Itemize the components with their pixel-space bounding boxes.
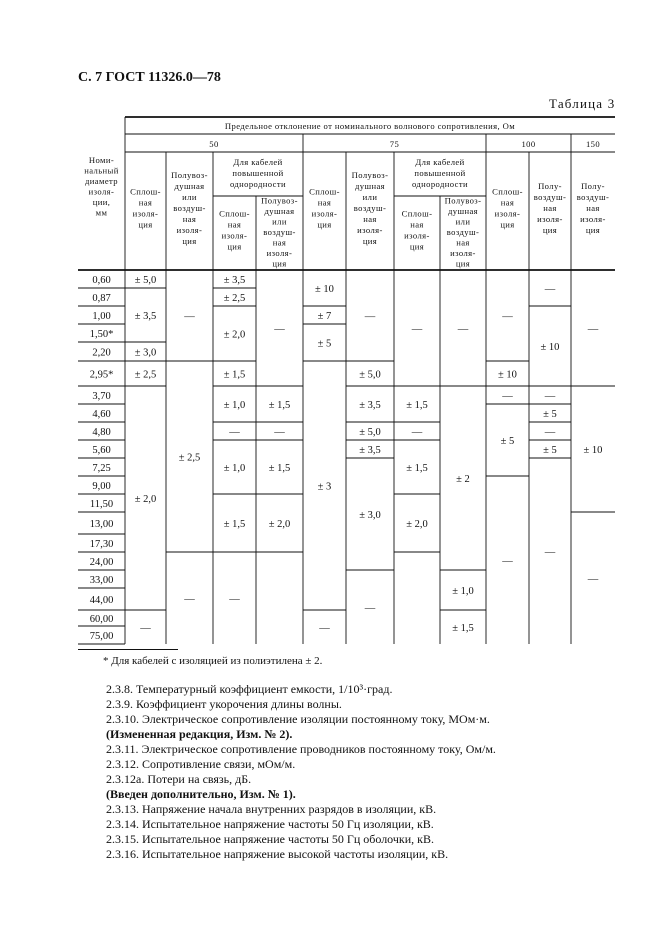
clause-line: 2.3.11. Электрическое сопротивление проводников постоянному току, Ом/м. bbox=[106, 742, 496, 756]
deviation-cell: — bbox=[184, 594, 195, 605]
sub-header-semiair: изоля- bbox=[450, 248, 476, 258]
deviation-cell: ± 1,5 bbox=[268, 463, 291, 474]
impedance-100: 100 bbox=[521, 139, 536, 149]
deviation-cell: ± 5 bbox=[543, 409, 557, 420]
deviation-cell: ± 2,0 bbox=[134, 494, 157, 505]
sub-header-uniform: повышенной bbox=[414, 168, 466, 178]
diameter-cell: 17,30 bbox=[89, 539, 114, 550]
deviation-cell: ± 3,5 bbox=[223, 275, 246, 286]
sub-header-uniform: однородности bbox=[229, 179, 287, 189]
sub-header-uniform: однородности bbox=[411, 179, 469, 189]
sub-header-semiair: душная bbox=[354, 181, 386, 191]
deviation-cell: — bbox=[184, 311, 195, 323]
sub-header-solid: изоля- bbox=[221, 230, 248, 241]
deviation-cell: ± 5,0 bbox=[134, 275, 157, 286]
sub-header-semiair: душная bbox=[264, 206, 295, 216]
sub-header-semiair: ция bbox=[272, 258, 287, 269]
deviation-cell: ± 1,5 bbox=[223, 519, 246, 530]
deviation-cell: — bbox=[502, 311, 513, 323]
deviation-cell: ± 1,5 bbox=[268, 400, 291, 411]
diameter-cell: 3,70 bbox=[92, 391, 111, 402]
deviation-cell: — bbox=[364, 603, 376, 614]
deviation-cell: ± 5 bbox=[317, 338, 332, 350]
sub-header-semiair: ция bbox=[455, 258, 471, 269]
diameter-cell: 5,60 bbox=[92, 445, 111, 456]
sub-header-semiair: или bbox=[272, 216, 287, 227]
footnote: * Для кабелей с изоляцией из полиэтилена ± 2. bbox=[103, 655, 323, 667]
diameter-cell: 13,00 bbox=[89, 519, 114, 530]
clause-line: 2.3.14. Испытательное напряжение частоты 50 Гц изоляции, кВ. bbox=[106, 817, 434, 831]
impedance-50: 50 bbox=[209, 139, 219, 149]
deviation-cell: ± 2,5 bbox=[134, 369, 157, 381]
deviation-cell: — bbox=[544, 391, 556, 402]
diameter-cell: 75,00 bbox=[89, 631, 114, 642]
deviation-cell: — bbox=[411, 324, 423, 335]
diameter-header: диаметр bbox=[85, 175, 118, 186]
amendment-note: (Введен дополнительно, Изм. № 1). bbox=[106, 787, 296, 801]
deviation-cell: — bbox=[319, 623, 330, 634]
deviation-cell: — bbox=[544, 427, 556, 438]
sub-header-semiair: воздуш- bbox=[353, 203, 387, 213]
diameter-header: мм bbox=[95, 207, 108, 218]
deviation-cell: ± 3,5 bbox=[359, 445, 381, 456]
sub-header-semiair: Полувоз- bbox=[444, 195, 482, 206]
sub-header-semiair: Полу- bbox=[538, 181, 562, 191]
sub-header-semiair: ная bbox=[543, 203, 557, 213]
deviation-cell: ± 10 bbox=[498, 369, 517, 381]
deviation-cell: — bbox=[411, 427, 423, 438]
deviation-cell: ± 1,5 bbox=[223, 369, 246, 381]
deviation-cell: ± 3,5 bbox=[134, 311, 157, 322]
sub-header-solid: изоля- bbox=[404, 230, 430, 241]
sub-header-solid: изоля- bbox=[311, 208, 338, 219]
sub-header-semiair: ция bbox=[585, 225, 601, 235]
deviation-cell: — bbox=[229, 427, 240, 438]
deviation-cell: ± 2,0 bbox=[406, 519, 428, 530]
diameter-cell: 1,50* bbox=[89, 329, 114, 340]
sub-header-semiair: ная bbox=[363, 214, 377, 224]
deviation-cell: ± 1,5 bbox=[406, 400, 428, 411]
sub-header-solid: ная bbox=[410, 219, 424, 230]
sub-header-solid: Сплош- bbox=[219, 208, 250, 219]
deviation-cell: ± 1,0 bbox=[223, 400, 246, 411]
deviation-cell: ± 1,5 bbox=[452, 623, 474, 634]
deviation-cell: ± 10 bbox=[583, 445, 603, 456]
clause-line: 2.3.16. Испытательное напряжение высокой частоты изоляции, кВ. bbox=[106, 847, 449, 861]
sub-header-semiair: Полувоз- bbox=[351, 170, 389, 180]
diameter-cell: 2,95* bbox=[89, 369, 114, 381]
deviation-cell: — bbox=[502, 556, 513, 567]
footnote-rule bbox=[78, 649, 178, 650]
clause-line: 2.3.13. Напряжение начала внутренних разрядов в изоляции, кВ. bbox=[106, 802, 437, 816]
deviation-cell: — bbox=[364, 311, 376, 323]
deviation-cell: ± 1,5 bbox=[406, 463, 428, 474]
deviation-cell: — bbox=[502, 391, 513, 402]
sub-header-semiair: ная bbox=[586, 203, 600, 213]
sub-header-semiair: Полу- bbox=[581, 181, 605, 191]
sub-header-semiair: душная bbox=[174, 181, 205, 191]
deviation-cell: ± 5 bbox=[500, 436, 515, 447]
amendment-note: (Измененная редакция, Изм. № 2). bbox=[106, 727, 293, 741]
deviation-cell: ± 2,5 bbox=[178, 452, 201, 464]
sub-header-solid: ция bbox=[138, 219, 153, 230]
clause-line: 2.3.12a. Потери на связь, дБ. bbox=[106, 772, 252, 786]
deviation-cell: ± 10 bbox=[315, 284, 334, 295]
clause-line: 2.3.12. Сопротивление связи, мОм/м. bbox=[106, 757, 296, 771]
deviation-cell: — bbox=[229, 594, 240, 605]
sub-header-solid: ная bbox=[227, 219, 242, 230]
impedance-150: 150 bbox=[585, 139, 601, 149]
sub-header-semiair: ная bbox=[272, 237, 287, 248]
deviation-cell: — bbox=[274, 427, 285, 438]
deviation-cell: ± 2,0 bbox=[223, 329, 246, 341]
clause-line: 2.3.10. Электрическое сопротивление изоляции постоянному току, МОм·м. bbox=[106, 712, 490, 726]
sub-header-semiair: изоля- bbox=[580, 214, 606, 224]
sub-header-semiair: ция bbox=[542, 225, 558, 235]
clause-line: 2.3.8. Температурный коэффициент емкости, 1/10³·град. bbox=[106, 682, 393, 696]
sub-header-semiair: изоля- bbox=[357, 225, 383, 235]
deviation-cell: — bbox=[544, 547, 556, 558]
diameter-cell: 4,60 bbox=[92, 409, 111, 420]
diameter-cell: 60,00 bbox=[89, 614, 114, 625]
sub-header-uniform: повышенной bbox=[232, 168, 284, 178]
diameter-cell: 0,87 bbox=[92, 293, 111, 304]
deviation-cell: ± 5 bbox=[543, 445, 557, 456]
sub-header-semiair: ная bbox=[182, 214, 197, 224]
diameter-cell: 44,00 bbox=[89, 595, 114, 606]
sub-header-semiair: изоля- bbox=[537, 214, 563, 224]
clause-line: 2.3.15. Испытательное напряжение частоты 50 Гц оболочки, кВ. bbox=[106, 832, 434, 846]
sub-header-semiair: ная bbox=[456, 237, 470, 248]
diameter-cell: 7,25 bbox=[92, 463, 111, 474]
deviation-cell: ± 1,0 bbox=[452, 586, 474, 597]
diameter-cell: 24,00 bbox=[89, 557, 114, 568]
deviation-cell: ± 1,0 bbox=[223, 463, 246, 474]
deviation-cell: — bbox=[587, 574, 599, 585]
sub-header-semiair: Полувоз- bbox=[261, 195, 298, 206]
deviation-cell: — bbox=[587, 324, 599, 335]
deviation-cell: ± 7 bbox=[317, 311, 332, 322]
sub-header-semiair: изоля- bbox=[176, 225, 203, 235]
page-title: С. 7 ГОСТ 11326.0—78 bbox=[78, 70, 221, 85]
deviation-cell: ± 10 bbox=[540, 342, 560, 353]
sub-header-solid: Сплош- bbox=[309, 186, 340, 197]
sub-header-semiair: воздуш- bbox=[446, 227, 480, 237]
deviation-cell: ± 2 bbox=[456, 474, 470, 485]
sub-header-semiair: воздуш- bbox=[576, 192, 610, 202]
sub-header-semiair: изоля- bbox=[266, 248, 293, 258]
diameter-header: нальный bbox=[84, 165, 119, 176]
sub-header-solid: изоля- bbox=[494, 208, 521, 219]
sub-header-solid: Сплош- bbox=[401, 208, 433, 219]
table-caption: Таблица 3 bbox=[549, 96, 616, 111]
deviation-cell: ± 5,0 bbox=[359, 427, 381, 438]
sub-header-semiair: ция bbox=[182, 236, 197, 246]
deviation-cell: — bbox=[457, 324, 469, 335]
deviation-cell: ± 3,0 bbox=[134, 347, 157, 359]
sub-header-semiair: душная bbox=[447, 206, 479, 216]
sub-header-solid: ция bbox=[227, 241, 242, 252]
sub-header-solid: Сплош- bbox=[492, 186, 523, 197]
sub-header-solid: ная bbox=[317, 197, 332, 208]
sub-header-solid: ция bbox=[500, 219, 515, 230]
sub-header-semiair: воздуш- bbox=[173, 203, 206, 213]
clause-line: 2.3.9. Коэффициент укорочения длины волны. bbox=[106, 697, 342, 711]
diameter-cell: 9,00 bbox=[92, 481, 111, 492]
sub-header-semiair: ция bbox=[362, 236, 378, 246]
sub-header-solid: изоля- bbox=[132, 208, 159, 219]
sub-header-solid: ция bbox=[409, 241, 425, 252]
sub-header-solid: ная bbox=[500, 197, 515, 208]
deviation-cell: ± 2,5 bbox=[223, 293, 246, 304]
group-header: Предельное отклонение от номинального волнового сопротивления, Ом bbox=[224, 121, 516, 131]
sub-header-uniform: Для кабелей bbox=[233, 157, 283, 167]
diameter-cell: 33,00 bbox=[89, 575, 114, 586]
deviation-cell: ± 3,5 bbox=[359, 400, 381, 411]
diameter-cell: 0,60 bbox=[92, 275, 111, 286]
sub-header-uniform: Для кабелей bbox=[415, 157, 465, 167]
sub-header-semiair: воздуш- bbox=[533, 192, 567, 202]
diameter-cell: 11,50 bbox=[89, 499, 114, 510]
sub-header-semiair: или bbox=[182, 192, 197, 202]
sub-header-solid: ция bbox=[317, 219, 332, 230]
deviation-cell: ± 5,0 bbox=[359, 369, 381, 381]
deviation-cell: ± 3,0 bbox=[359, 510, 381, 521]
diameter-header: ции, bbox=[92, 196, 111, 207]
sub-header-semiair: Полувоз- bbox=[171, 170, 208, 180]
diameter-cell: 4,80 bbox=[92, 427, 111, 438]
paragraph-list bbox=[106, 682, 496, 862]
deviation-cell: — bbox=[274, 324, 285, 335]
diameter-header: Номи- bbox=[88, 154, 115, 165]
sub-header-solid: ная bbox=[138, 197, 153, 208]
diameter-cell: 2,20 bbox=[92, 347, 111, 359]
impedance-75: 75 bbox=[389, 139, 400, 149]
deviation-cell: ± 2,0 bbox=[268, 519, 291, 530]
sub-header-semiair: воздуш- bbox=[263, 227, 296, 237]
sub-header-semiair: или bbox=[455, 216, 471, 227]
deviation-cell: — bbox=[140, 623, 151, 634]
diameter-header: изоля- bbox=[88, 186, 115, 197]
deviation-cell: — bbox=[544, 284, 556, 295]
deviation-cell: ± 3 bbox=[317, 481, 332, 493]
sub-header-semiair: или bbox=[362, 192, 378, 202]
sub-header-solid: Сплош- bbox=[130, 186, 161, 197]
diameter-cell: 1,00 bbox=[92, 311, 111, 322]
